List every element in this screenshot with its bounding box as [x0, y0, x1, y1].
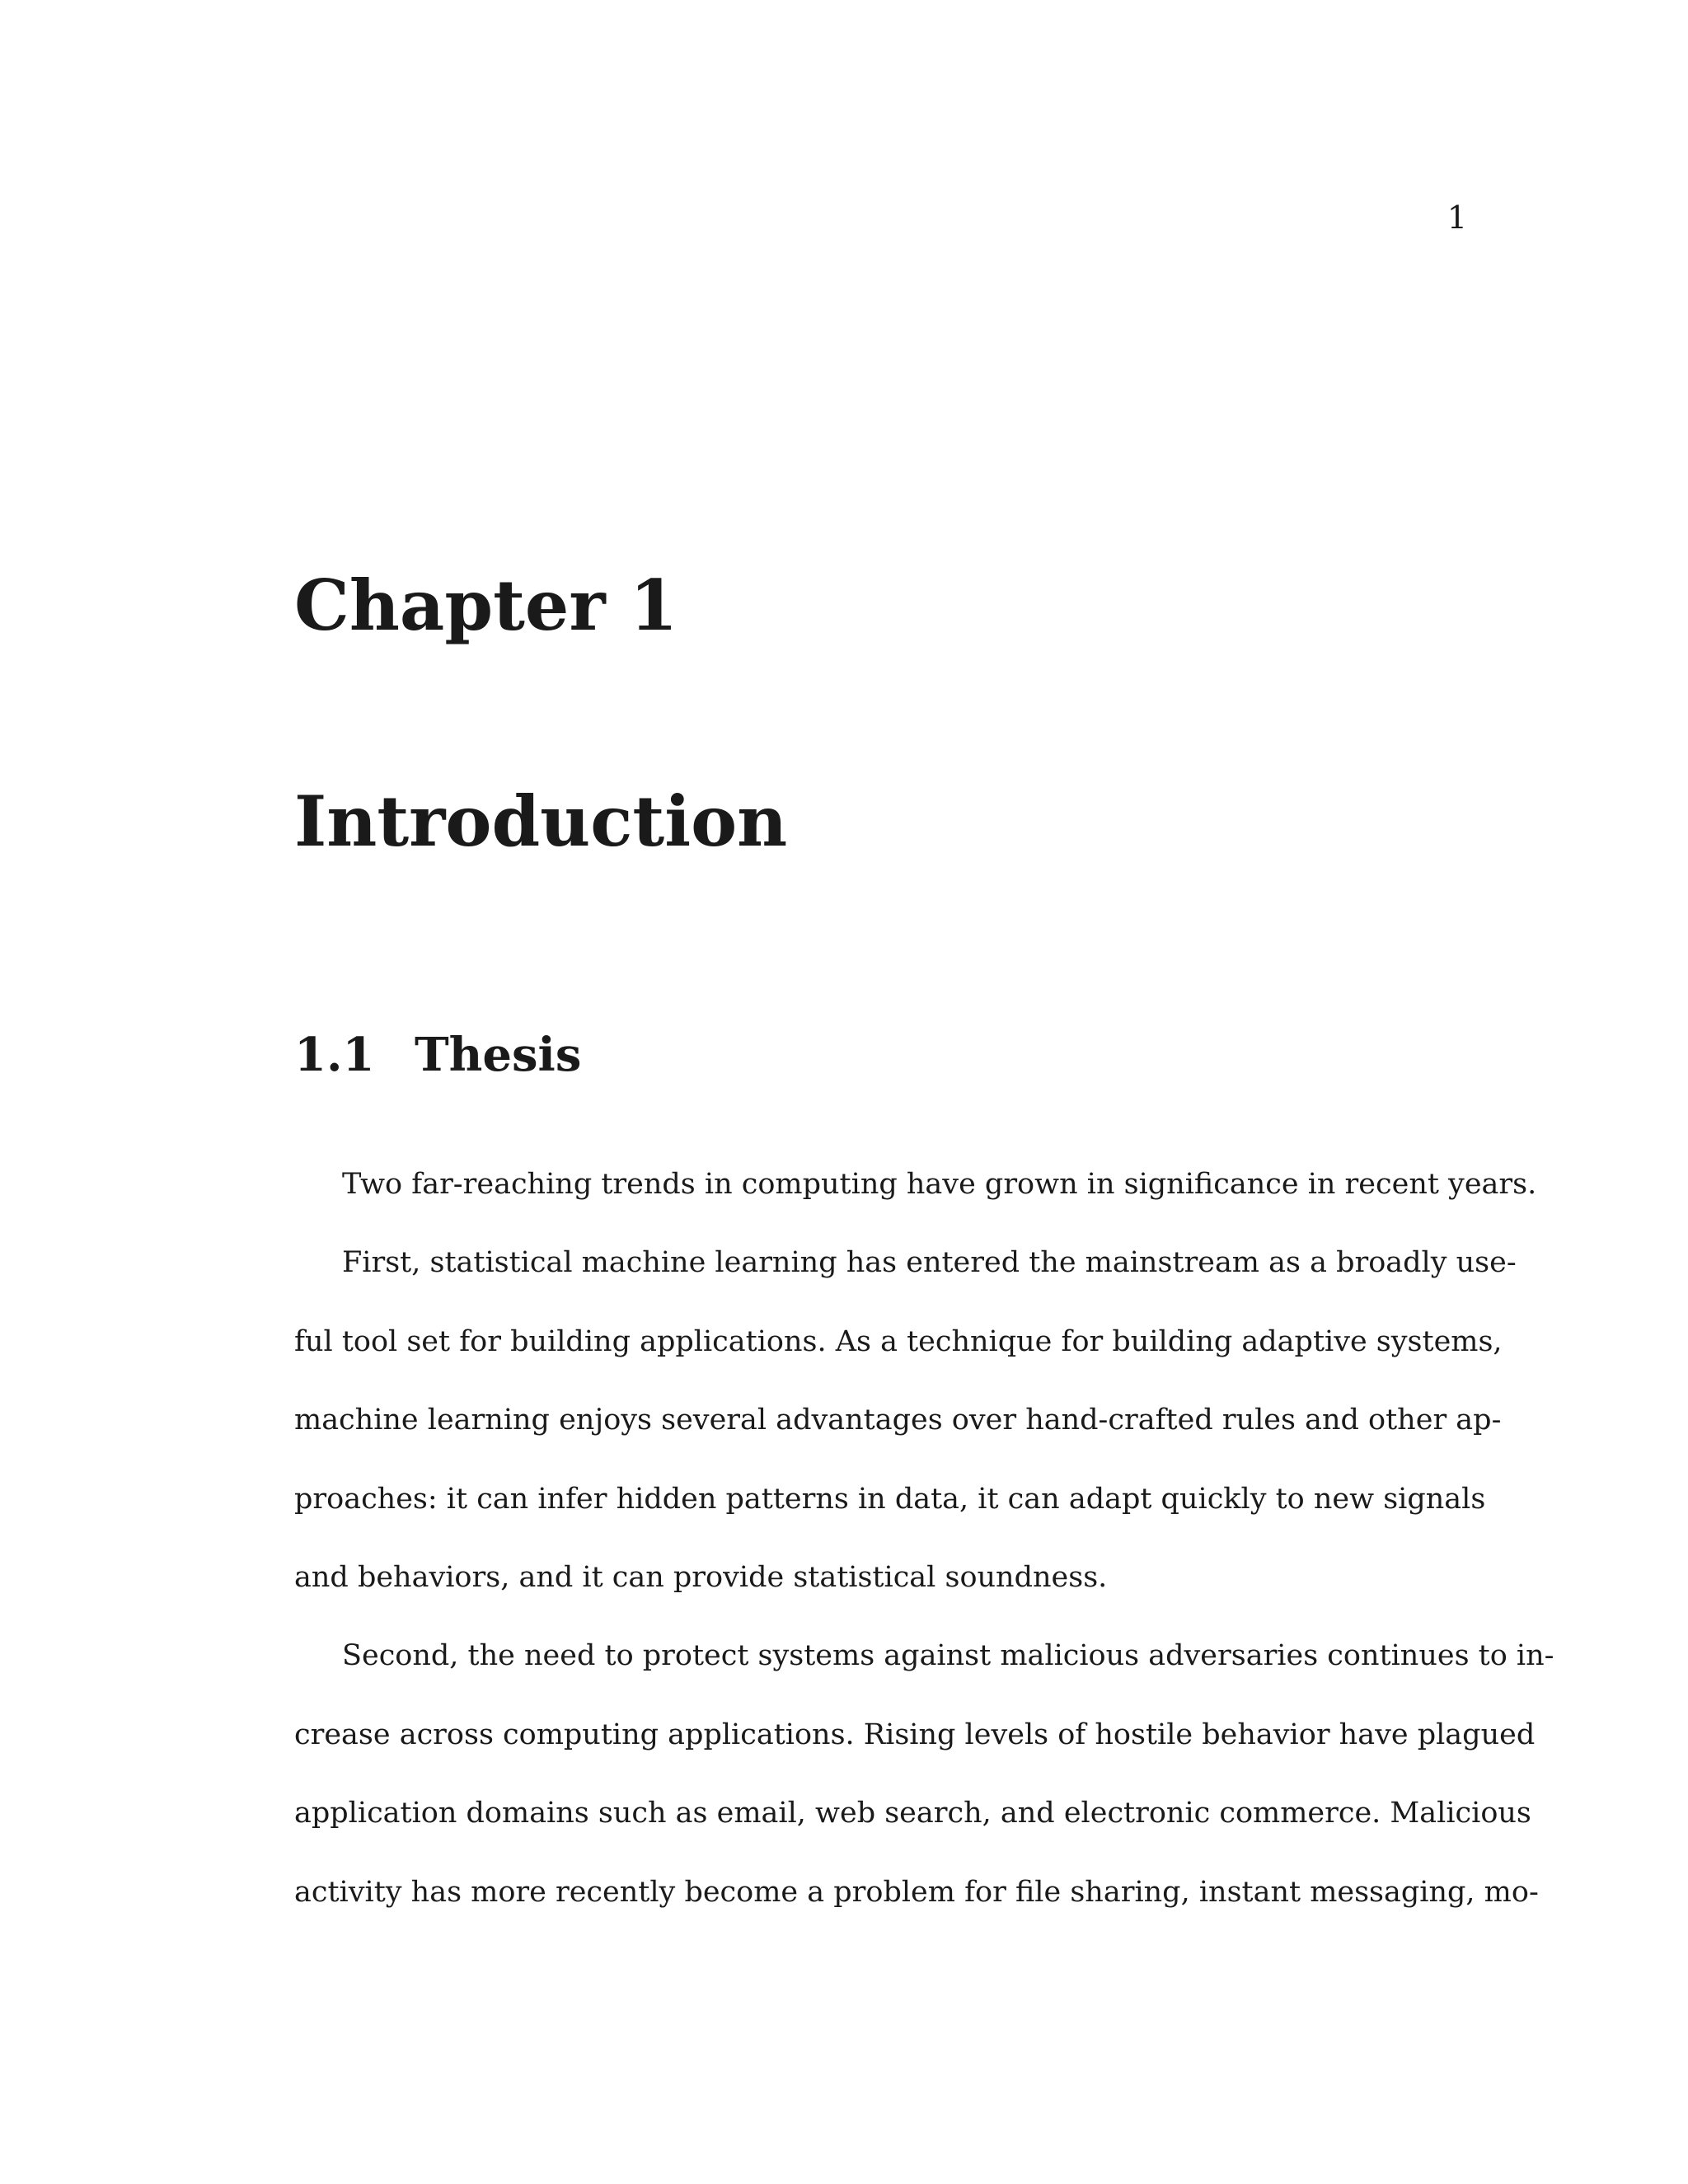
paragraph-line: activity has more recently become a problem for file sharing, instant messaging, mo-	[294, 1875, 1539, 1909]
paragraph-line: machine learning enjoys several advantages over hand-crafted rules and other ap-	[294, 1404, 1502, 1437]
page-number: 1	[1447, 199, 1467, 236]
chapter-title: Introduction	[294, 780, 788, 862]
body-text	[294, 1146, 1554, 1932]
section-title: Thesis	[415, 1028, 582, 1082]
paragraph-line: application domains such as email, web search, and electronic commerce. Malicious	[294, 1797, 1531, 1830]
paragraph-line: Second, the need to protect systems against malicious adversaries continues to in-	[342, 1639, 1554, 1673]
section-heading	[294, 1026, 581, 1084]
section-number: 1.1	[294, 1028, 375, 1082]
paragraph-line: and behaviors, and it can provide statistical soundness.	[294, 1560, 1108, 1594]
paragraph-line: Two far-reaching trends in computing have grown in significance in recent years.	[342, 1168, 1537, 1201]
paragraph-line: ful tool set for building applications. As a technique for building adaptive systems,	[294, 1324, 1503, 1358]
chapter-label: Chapter 1	[294, 565, 678, 646]
paragraph-line: First, statistical machine learning has entered the mainstream as a broadly use-	[342, 1246, 1517, 1280]
paragraph-line: proaches: it can infer hidden patterns in data, it can adapt quickly to new signals	[294, 1482, 1486, 1516]
paragraph-line: crease across computing applications. Rising levels of hostile behavior have plagued	[294, 1718, 1536, 1751]
